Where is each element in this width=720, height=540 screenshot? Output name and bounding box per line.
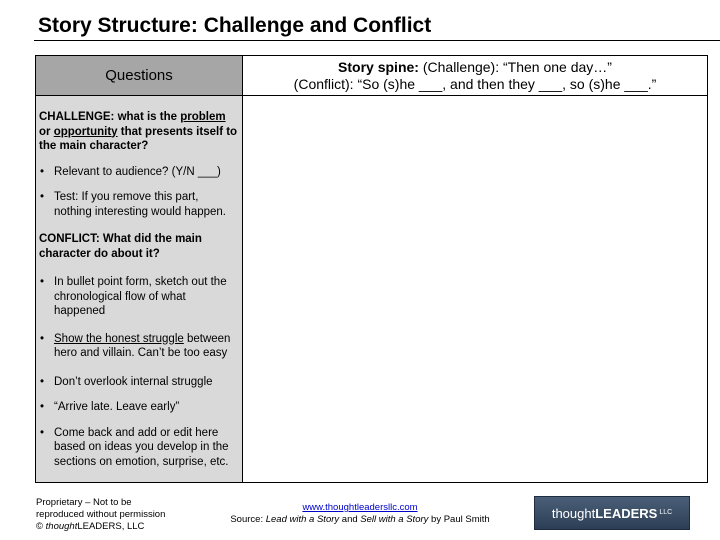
proprietary-line2: reproduced without permission: [36, 509, 166, 520]
list-item: [39, 332, 239, 361]
logo-leaders: LEADERS: [595, 505, 658, 521]
footer-source: [210, 502, 510, 526]
challenge-bullets: [39, 165, 239, 220]
story-spine-conflict: (Conflict): “So (s)he ___, and then they ___, so (s)he ___.”: [293, 76, 657, 92]
story-spine-column[interactable]: [243, 96, 707, 482]
story-spine-line1: [243, 59, 707, 76]
book-sell-with-a-story: Sell with a Story: [360, 514, 429, 525]
conflict-bullets: [39, 275, 239, 469]
list-item: • Test: If you remove this part, nothing interesting would happen.: [39, 190, 239, 219]
questions-column: [36, 96, 243, 482]
list-item: • In bullet point form, sketch out the chronological flow of what happened: [39, 275, 239, 319]
story-spine-challenge: (Challenge): “Then one day…”: [418, 59, 612, 75]
challenge-heading-mid: or: [39, 125, 54, 138]
challenge-heading-post: that presents itself to the main character?: [39, 125, 238, 152]
honest-struggle-text: Show the honest struggle: [54, 332, 184, 345]
source-pre: Source:: [230, 514, 266, 525]
challenge-heading: [39, 110, 239, 154]
thoughtleaders-logo: [534, 496, 690, 530]
source-author: by Paul Smith: [428, 514, 490, 525]
copyright-symbol: ©: [36, 521, 46, 532]
list-item: • Come back and add or edit here based on ideas you develop in the sections on emotion, surprise, etc.: [39, 426, 239, 470]
copyright-leaders: LEADERS, LLC: [77, 521, 145, 532]
story-spine-label: Story spine:: [338, 59, 419, 75]
story-spine-header: [243, 56, 707, 96]
honest-struggle-rest: between hero and villain. Can’t be too easy: [54, 332, 231, 359]
logo-thought: thought: [551, 505, 596, 521]
proprietary-notice: [36, 497, 206, 533]
page-title: Story Structure: Challenge and Conflict: [38, 14, 432, 37]
logo-llc: LLC: [659, 509, 673, 516]
questions-header: Questions: [36, 56, 243, 96]
book-lead-with-a-story: Lead with a Story: [265, 514, 340, 525]
proprietary-line1: Proprietary – Not to be: [36, 497, 132, 508]
challenge-problem: problem: [180, 111, 226, 123]
challenge-heading-pre: CHALLENGE: what is the: [39, 111, 181, 123]
source-and: and: [339, 514, 361, 525]
copyright-line: [36, 521, 206, 533]
copyright-thought: thought: [45, 521, 78, 532]
title-divider: [34, 40, 720, 41]
story-structure-table: [35, 55, 708, 483]
list-item: • Relevant to audience? (Y/N ___): [39, 165, 239, 180]
list-item: • “Arrive late. Leave early”: [39, 400, 239, 415]
website-link[interactable]: www.thoughtleadersllc.com: [302, 502, 418, 513]
source-line: [210, 514, 510, 526]
conflict-heading: CONFLICT: What did the main character do about it?: [39, 233, 202, 260]
list-item: • Don’t overlook internal struggle: [39, 375, 239, 390]
challenge-opportunity: opportunity: [53, 125, 118, 138]
